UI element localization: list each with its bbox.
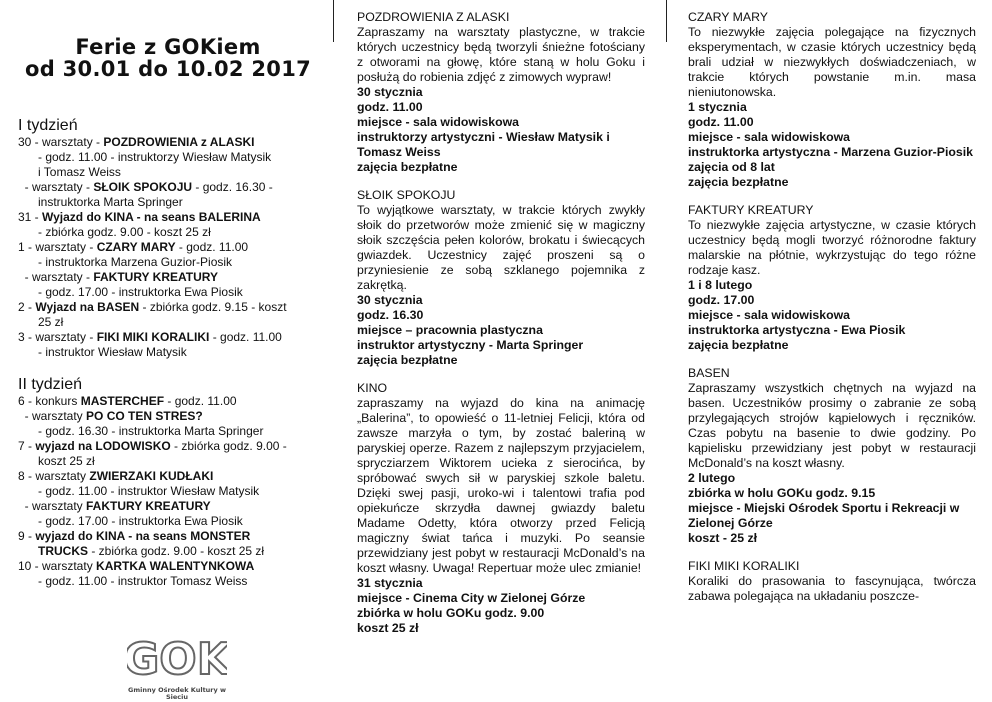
event-detail: instruktor artystyczny - Marta Springer (357, 338, 584, 352)
schedule-line: koszt 25 zł (18, 454, 95, 468)
event-detail: zajęcia bezpłatne (357, 160, 458, 174)
schedule-line: - warsztaty - SŁOIK SPOKOJU - godz. 16.30 - (18, 180, 273, 194)
event-section (688, 203, 976, 353)
event-detail: miejsce – pracownia plastyczna (357, 323, 543, 337)
event-description: Koraliki do prasowania to fascynująca, twórcza zabawa polegająca na układaniu poszcze- (688, 574, 976, 603)
event-title: CZARY MARY (688, 10, 768, 24)
event-title: BASEN (688, 366, 730, 380)
event-title: FAKTURY KREATURY (688, 203, 814, 217)
event-detail: koszt 25 zł (357, 621, 419, 635)
event-detail: 1 i 8 lutego (688, 278, 753, 292)
event-detail: miejsce - Miejski Ośrodek Sportu i Rekreacji w Zielonej Górze (688, 501, 960, 530)
event-detail: godz. 11.00 (357, 100, 423, 114)
event-detail: zbiórka w holu GOKu godz. 9.00 (357, 606, 545, 620)
gok-logo (127, 630, 227, 702)
event-detail: miejsce - sala widowiskowa (357, 115, 519, 129)
week-1-schedule (18, 135, 318, 360)
event-description: Zapraszamy wszystkich chętnych na wyjazd na basen. Uczestników prosimy o zabranie ze sobą przylegających strojów kąpielowych i ręczników. Czas pobytu na basenie to dwie godziny. Po kąpielisku przewidziany jest pobyt w restauracji McDonald’s na koszt własny. (688, 381, 976, 470)
schedule-line: - godz. 11.00 - instruktor Tomasz Weiss (18, 574, 248, 588)
schedule-line: 6 - konkurs MASTERCHEF - godz. 11.00 (18, 394, 237, 408)
event-detail: 30 stycznia (357, 85, 423, 99)
event-detail: zajęcia od 8 lat (688, 160, 775, 174)
schedule-line: 31 - Wyjazd do KINA - na seans BALERINA (18, 210, 261, 224)
event-description: To wyjątkowe warsztaty, w trakcie których zwykły słoik do przetworów może zmienić się w magiczny słoik szczęścia pełen kolorów, brokatu i świecących gwiazdek. Uczestnicy zajęć proszeni są o przyniesienie ze sobą szklanego pojemnika z zakrętką. (357, 203, 645, 292)
schedule-line: 2 - Wyjazd na BASEN - zbiórka godz. 9.15 - koszt (18, 300, 287, 314)
schedule-line: - warsztaty PO CO TEN STRES? (18, 409, 203, 423)
schedule-line: 1 - warsztaty - CZARY MARY - godz. 11.00 (18, 240, 249, 254)
event-section (357, 10, 645, 175)
schedule-line: - godz. 16.30 - instruktorka Marta Springer (18, 424, 264, 438)
schedule-line: TRUCKS - zbiórka godz. 9.00 - koszt 25 zł (38, 544, 265, 558)
event-detail: instruktorzy artystyczni - Wiesław Matysik i Tomasz Weiss (357, 130, 610, 159)
event-detail: miejsce - sala widowiskowa (688, 308, 850, 322)
event-detail: godz. 11.00 (688, 115, 754, 129)
schedule-line: i Tomasz Weiss (18, 165, 121, 179)
schedule-line: 7 - wyjazd na LODOWISKO - zbiórka godz. 9.00 - (18, 439, 287, 453)
event-title: SŁOIK SPOKOJU (357, 188, 456, 202)
schedule-line: - godz. 11.00 - instruktor Wiesław Matysik (18, 484, 260, 498)
event-section (688, 10, 976, 190)
week-1-heading: I tydzień (18, 117, 78, 134)
event-detail: 31 stycznia (357, 576, 423, 590)
column-divider (333, 0, 334, 42)
svg-text:GOK: GOK (127, 634, 227, 682)
event-detail: zajęcia bezpłatne (688, 175, 789, 189)
schedule-column (18, 0, 318, 589)
event-detail: godz. 17.00 (688, 293, 755, 307)
schedule-line: - godz. 17.00 - instruktorka Ewa Piosik (18, 285, 243, 299)
logo-subtitle: Gminny Ośrodek Kultury w Sieciu (127, 686, 227, 701)
event-detail: instruktorka artystyczna - Ewa Piosik (688, 323, 906, 337)
schedule-line: - zbiórka godz. 9.00 - koszt 25 zł (18, 225, 211, 239)
event-description: To niezwykłe zajęcia polegające na fizycznych eksperymentach, w czasie których uczestnicy będą brali udział w niezwykłych doświadczeniach, w trakcie których powstanie m.in. masa nieniutonowska. (688, 25, 976, 99)
gok-logo-icon (127, 630, 227, 682)
event-detail: zajęcia bezpłatne (357, 353, 458, 367)
schedule-line: - instruktor Wiesław Matysik (18, 345, 187, 359)
event-section (357, 188, 645, 368)
week-2-heading: II tydzień (18, 376, 83, 393)
schedule-line: 10 - warsztaty KARTKA WALENTYNKOWA (18, 559, 255, 573)
title-line-1: Ferie z GOKiem (75, 35, 261, 59)
event-detail: godz. 16.30 (357, 308, 424, 322)
schedule-line: - warsztaty - FAKTURY KREATURY (18, 270, 219, 284)
event-title: POZDROWIENIA Z ALASKI (357, 10, 510, 24)
event-title: KINO (357, 381, 388, 395)
schedule-line: - warsztaty FAKTURY KREATURY (18, 499, 211, 513)
schedule-line: 30 - warsztaty - POZDROWIENIA z ALASKI (18, 135, 255, 149)
schedule-line: instruktorka Marta Springer (18, 195, 183, 209)
schedule-line: - godz. 11.00 - instruktorzy Wiesław Matysik (18, 150, 272, 164)
event-detail: zbiórka w holu GOKu godz. 9.15 (688, 486, 876, 500)
event-detail: 1 stycznia (688, 100, 747, 114)
event-description: Zapraszamy na warsztaty plastyczne, w trakcie których uczestnicy będą tworzyli śnieżne fotościany z otworami na głowę, które staną w holu Goku i posłużą do robienia zdjęć z zimowych wypraw! (357, 25, 645, 84)
column-divider (666, 0, 667, 42)
schedule-line: 9 - wyjazd do KINA - na seans MONSTER (18, 529, 251, 543)
event-description: To niezwykłe zajęcia artystyczne, w czasie których uczestnicy będą mogli tworzyć różnorodne faktury malarskie na płótnie, wykrzystując do tego różne rodzaje kasz. (688, 218, 976, 277)
event-description: zapraszamy na wyjazd do kina na animację „Balerina”, to opowieść o 11-letniej Felicji, która od zawsze marzyła o tym, by zostać baleriną w paryskiej operze. Razem z najlepszym przyjacielem, sprycziarzem Wiktorem ucieka z sierocińca, by spróbować swych sił w paryskiej szkole baletu. Dzięki swej pasji, uroko-wi i talentowi trafia pod opiekuńcze skrzydła dawnej gwiazdy baletu Madame Odetty, która otworzy przed Felicją magiczny świat tańca i muzyki. Po seansie przewidziany jest pobyt w restauracji McDonald’s na koszt własny. Uwaga! Repertuar może ulec zmianie! (357, 396, 645, 575)
schedule-line: 8 - warsztaty ZWIERZAKI KUDŁAKI (18, 469, 214, 483)
week-2-schedule (18, 394, 318, 589)
schedule-line: - instruktorka Marzena Guzior-Piosik (18, 255, 233, 269)
info-column-middle (357, 10, 645, 649)
event-detail: 2 lutego (688, 471, 736, 485)
event-section (688, 559, 976, 604)
event-detail: miejsce - Cinema City w Zielonej Górze (357, 591, 586, 605)
event-section (688, 366, 976, 546)
event-title: FIKI MIKI KORALIKI (688, 559, 800, 573)
event-detail: zajęcia bezpłatne (688, 338, 789, 352)
event-detail: instruktorka artystyczna - Marzena Guzior-Piosik (688, 145, 973, 159)
info-column-right (688, 10, 976, 617)
schedule-line: - godz. 17.00 - instruktorka Ewa Piosik (18, 514, 243, 528)
event-detail: miejsce - sala widowiskowa (688, 130, 850, 144)
title-line-2: od 30.01 do 10.02 2017 (24, 57, 312, 81)
schedule-line: 25 zł (18, 315, 64, 329)
event-detail: 30 stycznia (357, 293, 423, 307)
schedule-line: 3 - warsztaty - FIKI MIKI KORALIKI - godz. 11.00 (18, 330, 282, 344)
event-section (357, 381, 645, 636)
event-detail: koszt - 25 zł (688, 531, 758, 545)
